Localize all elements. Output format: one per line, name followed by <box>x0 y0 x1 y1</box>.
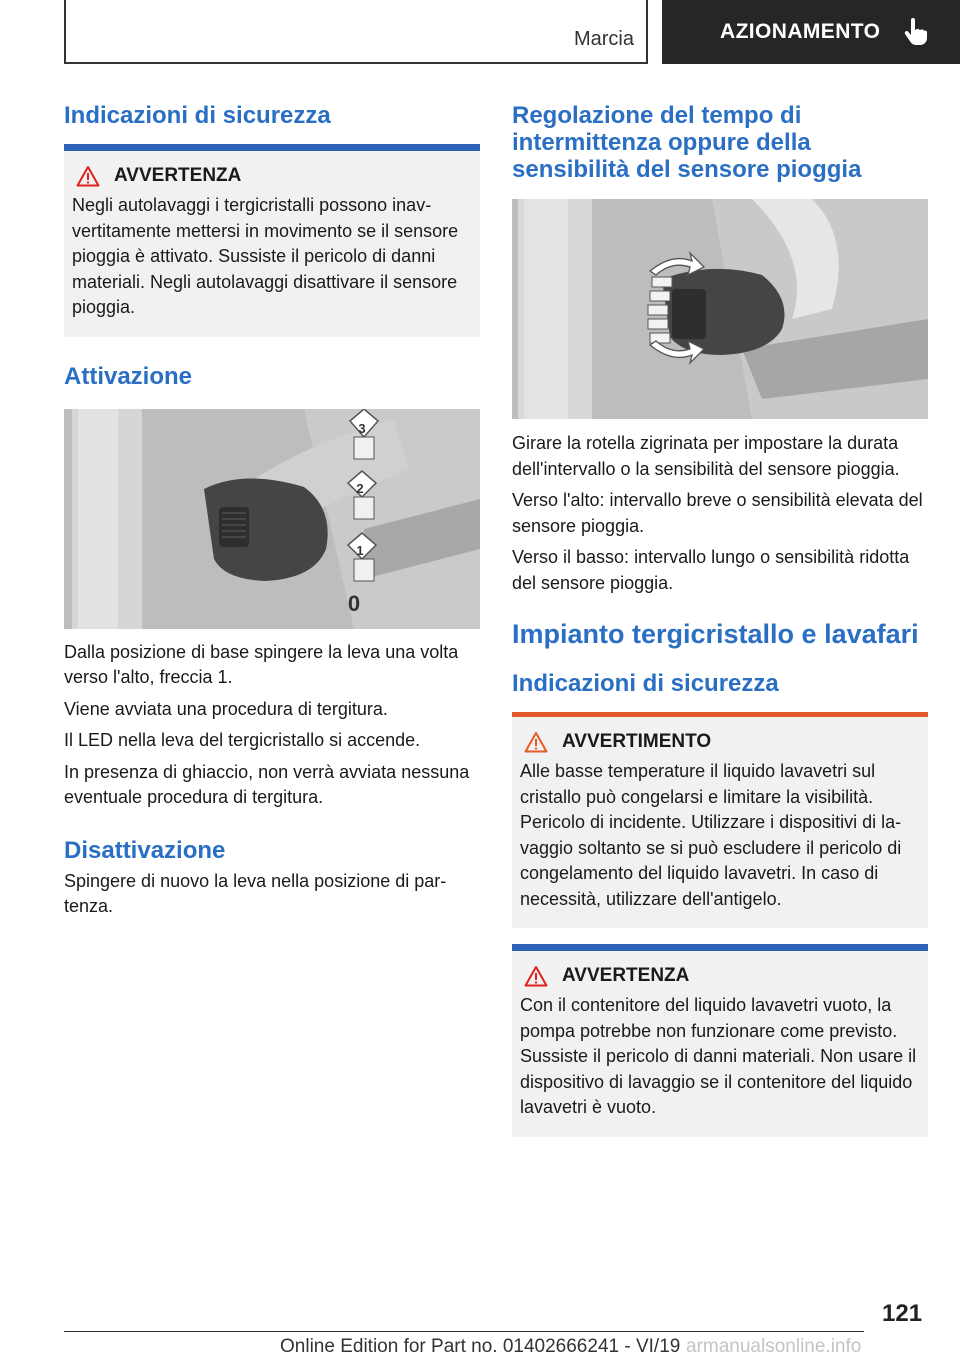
section-label: Marcia <box>573 28 634 50</box>
caution-title: AVVERTIMENTO <box>562 731 712 752</box>
wiper-lever-activation-image <box>64 409 480 629</box>
warning-triangle-icon <box>524 965 548 987</box>
lever-position-0: 0 <box>347 590 361 616</box>
activation-paragraph-3: Il LED nella leva del tergicristallo si accende. <box>64 730 421 750</box>
chapter-label: AZIONAMENTO <box>720 20 881 43</box>
activation-paragraph-2: Viene avviata una procedura di tergitura. <box>64 698 388 719</box>
notice-box <box>512 951 928 1137</box>
safety-heading: Indicazioni di sicurezza <box>64 102 331 129</box>
edition-label: Online Edition for Part no. 01402666241 - VI/19 <box>280 1336 681 1357</box>
watermark: armanualsonline.info <box>686 1336 862 1357</box>
wiper-system-heading: Impianto tergicristallo e lavafari <box>512 619 919 649</box>
pointing-hand-icon <box>902 18 928 46</box>
header-section-box <box>64 0 648 64</box>
knurled-wheel-image <box>512 199 928 419</box>
section-divider <box>64 144 480 151</box>
notice-divider <box>512 944 928 951</box>
notice-header <box>520 965 920 987</box>
interval-paragraph-3: Verso il basso: intervallo lungo o sensibilità ridotta del sensore pioggia. <box>512 547 910 593</box>
caution-box <box>512 717 928 928</box>
interval-paragraph-1: Girare la rotella zigrinata per impostare la durata dell'intervallo o la sensibilità del sensore pioggia. <box>512 433 900 479</box>
left-column <box>64 102 480 920</box>
notice-text: Con il contenitore del liquido lavavetri vuoto, la pompa potrebbe non funzionare come previsto. Sussiste il pericolo di danni materiali. Non usare il dispositivo di lavaggio se il contenitore del liquido lavavetri è vuoto. <box>520 995 917 1117</box>
activation-paragraph-4: In presenza di ghiaccio, non verrà avviata nessuna eventuale procedura di tergitura. <box>64 761 470 807</box>
caution-header <box>520 731 920 753</box>
lever-position-2: 2 <box>356 480 364 496</box>
caution-text: Alle basse temperature il liquido lavavetri sul cristallo può congelarsi e limitare la visibilità. Pericolo di incidente. Utilizzare i dispositivi di lavaggio soltanto se si può escludere il pericolo di congelamento del liquido lavavetri. In caso di necessità, utilizzare dell'antigelo. <box>520 761 902 909</box>
warning-text: Negli autolavaggi i tergicristalli possono inavvertitamente mettersi in movimento se il sensore pioggia è attivato. Sussiste il pericolo di danni materiali. Negli autolavaggi disattivare il sensore pioggia. <box>72 195 459 317</box>
lever-position-1: 1 <box>356 542 364 558</box>
notice-title: AVVERTENZA <box>562 965 690 986</box>
wiper-safety-heading: Indicazioni di sicurezza <box>512 670 779 697</box>
warning-triangle-icon <box>524 731 548 753</box>
right-column <box>512 102 928 1137</box>
activation-heading: Attivazione <box>64 362 193 390</box>
chapter-tab[interactable] <box>662 0 960 64</box>
deactivation-text: Spingere di nuovo la leva nella posizione di partenza. <box>64 870 447 916</box>
warning-box <box>64 151 480 337</box>
page-number: 121 <box>882 1300 923 1327</box>
footer-divider <box>64 1331 864 1332</box>
interval-paragraph-2: Verso l'alto: intervallo breve o sensibilità elevata del sensore pioggia. <box>512 490 923 536</box>
deactivation-heading: Disattivazione <box>64 836 226 864</box>
warning-header <box>72 165 472 187</box>
lever-position-3: 3 <box>358 420 366 436</box>
activation-paragraph-1: Dalla posizione di base spingere la leva una volta verso l'alto, freccia 1. <box>64 641 459 687</box>
warning-triangle-icon <box>76 165 100 187</box>
warning-title: AVVERTENZA <box>114 165 242 186</box>
interval-heading: Regolazione del tempo di intermittenza oppure della sensibilità del sensore pioggia <box>512 102 862 183</box>
